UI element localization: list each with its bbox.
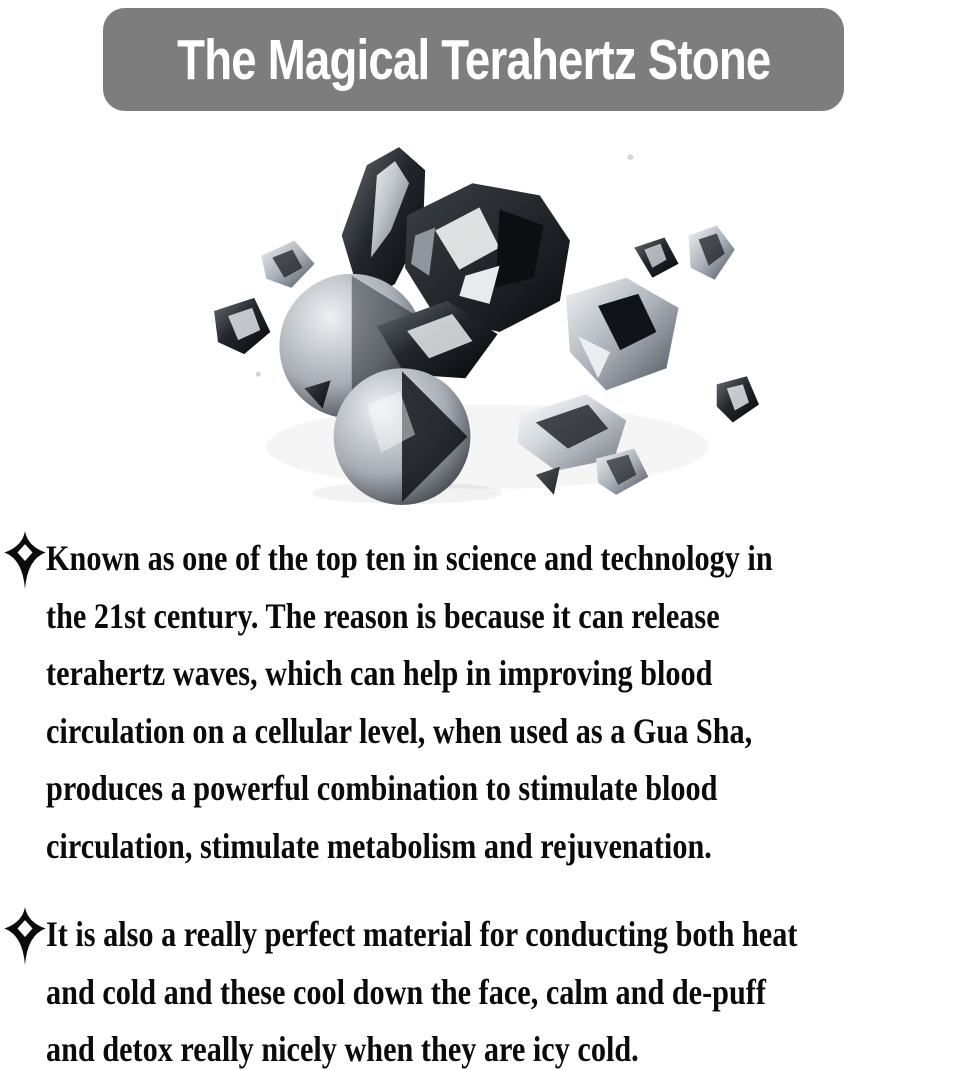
- sparkle-icon: [2, 530, 48, 592]
- text-line: Known as one of the top ten in science and technology in: [46, 538, 773, 578]
- bullet-section-benefits: [2, 530, 968, 875]
- text-line: It is also a really perfect material for conducting both heat: [46, 914, 798, 954]
- bullet-section-thermal: [2, 906, 968, 1070]
- sparkle-icon: [2, 906, 48, 968]
- text-line: and detox really nicely when they are icy cold.: [46, 1029, 639, 1069]
- text-line: terahertz waves, which can help in improving blood: [46, 653, 713, 693]
- stone-shadow: [266, 404, 708, 504]
- stone-photo: [165, 135, 810, 507]
- text-line: circulation on a cellular level, when used as a Gua Sha,: [46, 710, 753, 751]
- text-line: the 21st century. The reason is because it can release: [46, 595, 720, 636]
- page-title: The Magical Terahertz Stone: [176, 27, 771, 92]
- text-line: circulation, stimulate metabolism and rejuvenation.: [46, 825, 712, 866]
- title-banner: [103, 8, 844, 111]
- text-line: produces a powerful combination to stimulate blood: [46, 768, 718, 808]
- text-line: and cold and these cool down the face, calm and de-puff: [46, 971, 766, 1012]
